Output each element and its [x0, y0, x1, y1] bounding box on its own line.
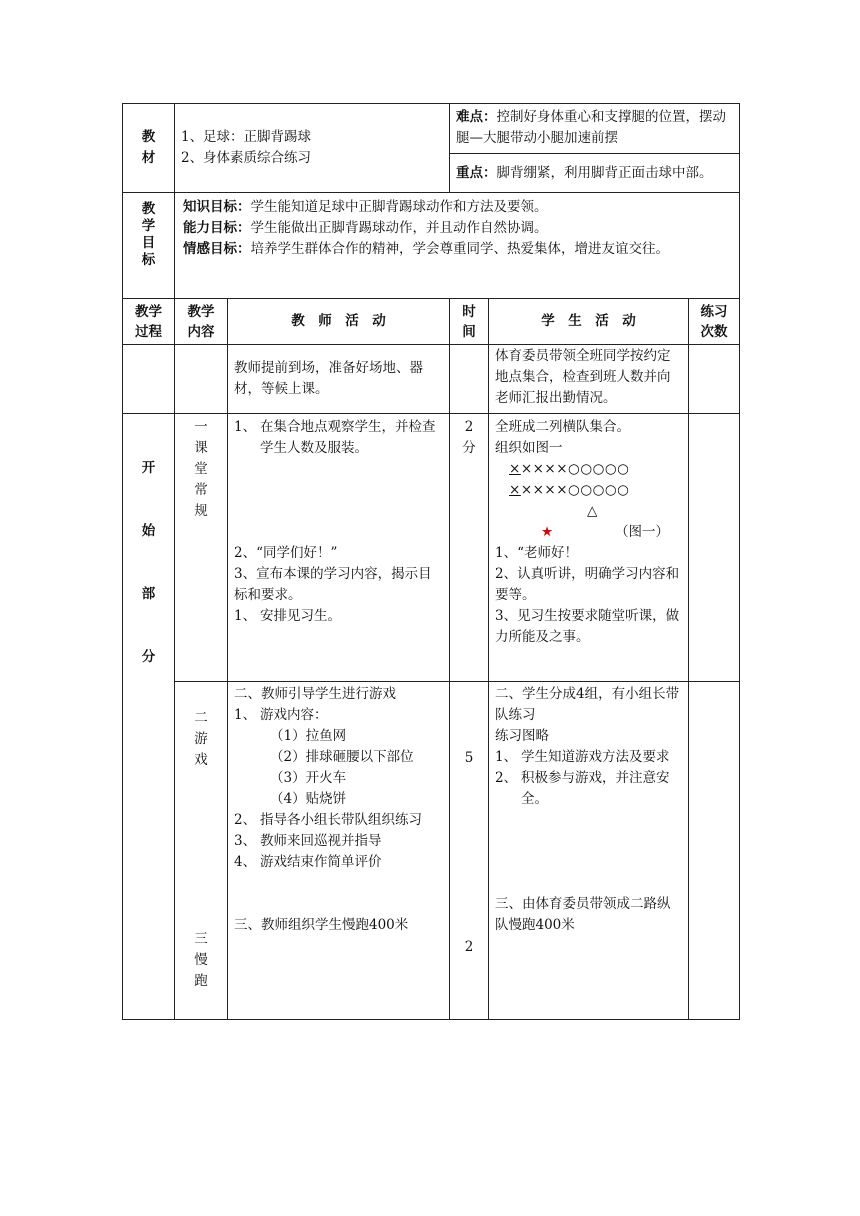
figure-caption: （图一）: [615, 524, 669, 540]
key-point-cell: 重点：脚背绷紧，利用脚背正面击球中部。: [450, 154, 740, 193]
goal-emotion: 情感目标：培养学生群体合作的精神，学会尊重同学、热爱集体，增进友谊交往。: [183, 241, 669, 257]
part2-3-student: 二、学生分成4组，有小组长带队练习 练习图略 1、 学生知道游戏方法及要求 2、 积极参与游戏，并注意安全。 三、由体育委员带领成二路纵队慢跑400米: [489, 682, 689, 1020]
part2-3-teacher: 二、教师引导学生进行游戏 1、 游戏内容： （1）拉鱼网 （2）排球砸腰以下部位 （3）开火车 （4）贴烧饼 2、 指导各小组长带队组织练习 3、 教师来回巡视并指导 4、 游戏结束作简单评价 三、教师组织学生慢跑400米: [228, 682, 450, 1020]
pre-student-cell: 体育委员带领全班同学按约定地点集合，检查到班人数并向老师汇报出勤情况。: [489, 345, 689, 414]
textbook-items: 1、 足球：正脚背踢球 2、 身体素质综合练习: [175, 104, 450, 193]
textbook-label: 教 材: [123, 104, 175, 193]
part1-teacher: 1、 在集合地点观察学生，并检查学生人数及服装。 2、“同学们好！” 3、宣布本课的学习内容，揭示目标和要求。 1、 安排见习生。: [228, 414, 450, 682]
goals-cell: [175, 193, 740, 299]
header-student: 学 生 活 动: [489, 299, 689, 345]
part1-student: 全班成二列横队集合。 组织如图一 ×××××○○○○○ ×××××○○○○○ △ ★ （图一） 1、“老师好！ 2、认真听讲，明确学习内容和要等。 3、见习生按要求随堂听课，做力所能及之事。: [489, 414, 689, 682]
goal-knowledge: 知识目标：学生能知道足球中正脚背踢球动作和方法及要领。: [183, 199, 548, 215]
header-process: 教学过程: [123, 299, 175, 345]
star-icon: ★: [541, 524, 554, 540]
pre-teacher-cell: 教师提前到场，准备好场地、器材，等候上课。: [228, 345, 450, 414]
header-time: 时间: [450, 299, 489, 345]
teacher-triangle-icon: △: [587, 503, 598, 519]
header-reps: 练习次数: [689, 299, 740, 345]
part2-3-content: 二 游 戏 三 慢 跑: [175, 682, 228, 1020]
part1-time: 2 分: [450, 414, 489, 682]
lesson-plan-table: [122, 103, 739, 1020]
header-teacher: 教 师 活 动: [228, 299, 450, 345]
part1-content: 一 课 堂 常 规: [175, 414, 228, 682]
goals-label: 教 学 目 标: [123, 193, 175, 299]
goal-ability: 能力目标：学生能做出正脚背踢球动作，并且动作自然协调。: [183, 220, 548, 236]
header-content: 教学内容: [175, 299, 228, 345]
part2-3-time: 5 2: [450, 682, 489, 1020]
formation-row-1: ×××××○○○○○: [509, 461, 630, 477]
difficulty-cell: 难点：控制好身体重心和支撑腿的位置，摆动腿—大腿带动小腿加速前摆: [450, 104, 740, 154]
formation-row-2: ×××××○○○○○: [509, 482, 630, 498]
section-start-label: 开 始 部 分: [123, 414, 175, 1020]
